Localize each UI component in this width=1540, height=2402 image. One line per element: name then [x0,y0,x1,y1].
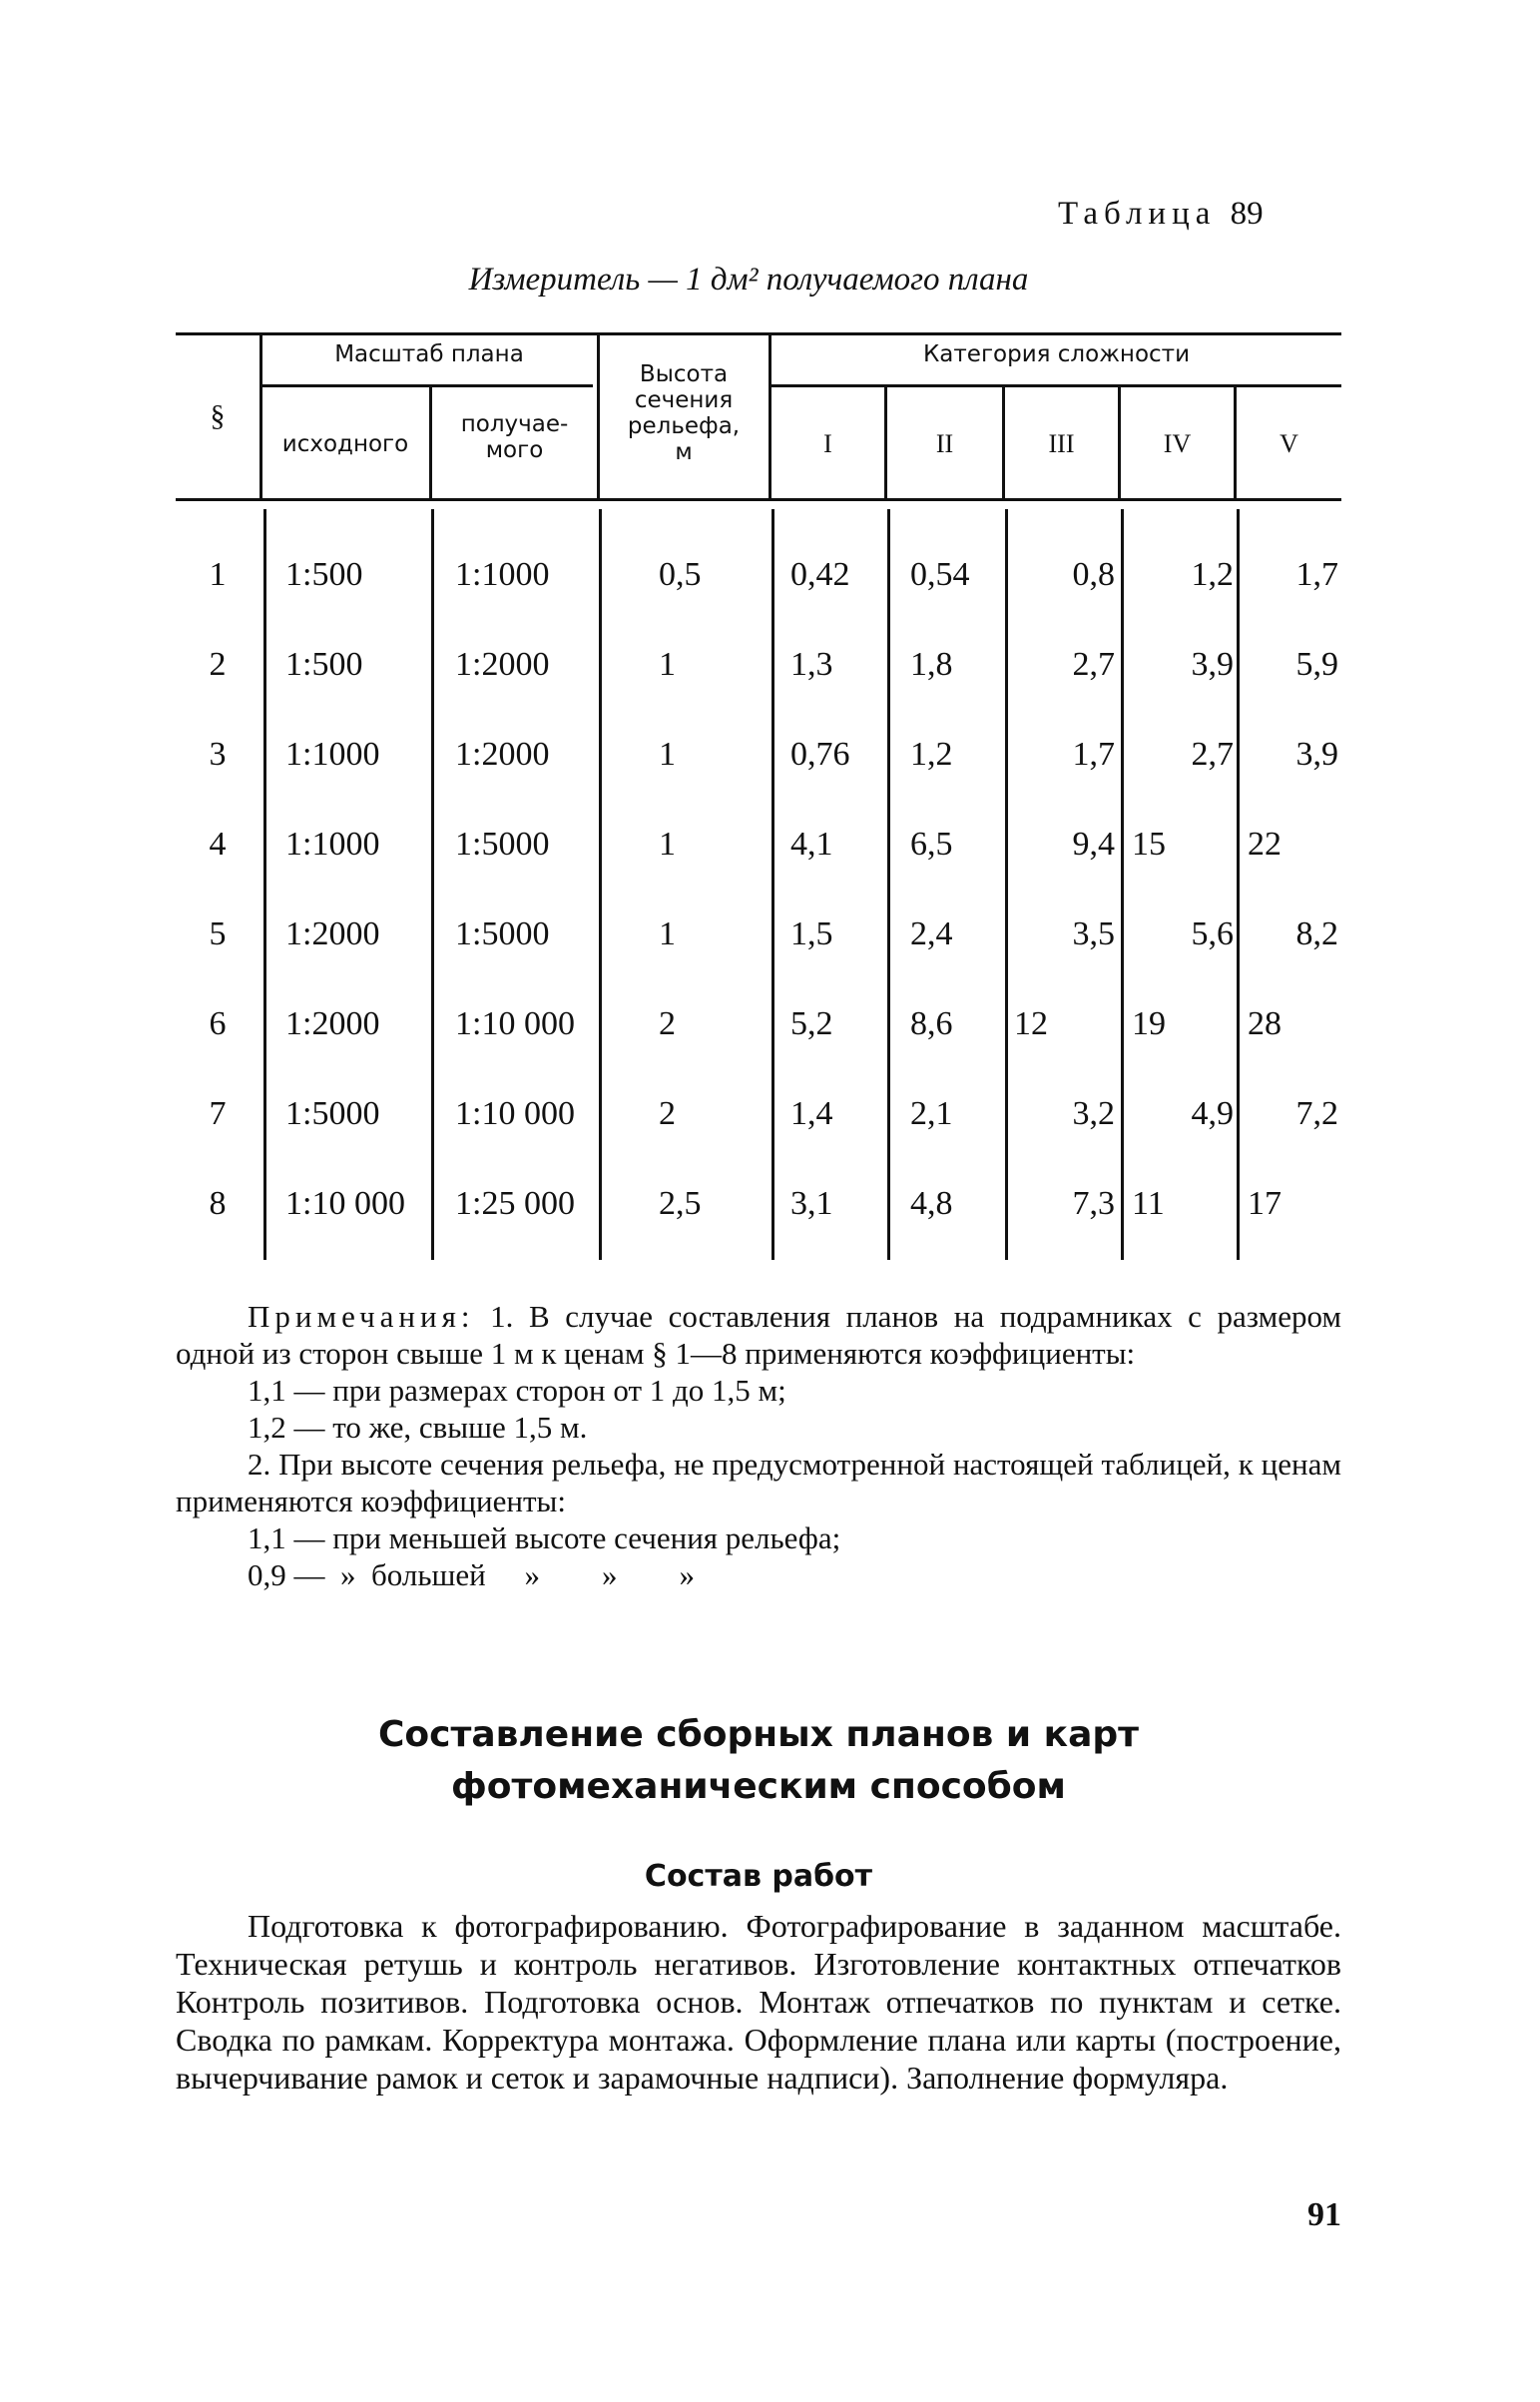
cell-section: 7 [209,1095,227,1132]
header-scale-result-line2: мого [485,437,544,463]
cell-scale-result: 1:10 000 [455,1095,575,1132]
cell-cat-4: 11 [1132,1185,1165,1222]
section-title-line1: Составление сборных планов и карт [378,1714,1139,1755]
body-divider [263,509,266,1260]
cell-scale-source: 1:5000 [285,1095,380,1132]
cell-scale-source: 1:1000 [285,736,380,773]
cell-cat-1: 0,42 [790,556,850,593]
cell-cat-3: 1,7 [1072,736,1115,773]
cell-cat-3: 2,7 [1072,646,1115,683]
header-relief-height-line3: рельефа, [627,413,741,439]
body-divider [599,509,602,1260]
cell-cat-5: 8,2 [1295,915,1338,952]
cell-cat-1: 1,5 [790,915,833,952]
cell-scale-result: 1:2000 [455,646,550,683]
cell-scale-source: 1:10 000 [285,1185,405,1222]
cell-cat-4: 5,6 [1191,915,1234,952]
cell-cat-3: 3,2 [1072,1095,1115,1132]
cell-relief-height: 1 [659,915,676,952]
cell-cat-3: 0,8 [1072,556,1115,593]
section-subtitle: Состав работ [644,1859,873,1894]
table-subtitle: Измеритель — 1 дм² получаемого плана [468,262,1029,298]
header-cat-3: III [1048,429,1075,458]
cell-cat-5: 17 [1248,1185,1282,1222]
body-divider [887,509,890,1260]
body-divider [431,509,434,1260]
header-section: § [210,399,226,432]
cell-cat-5: 28 [1248,1005,1282,1042]
cell-relief-height: 1 [659,646,676,683]
scale-group-rule [261,384,593,387]
category-group-rule [771,384,1341,387]
header-cat-4: IV [1163,429,1192,458]
header-scale-result [432,411,597,463]
note-2-coef-b: 0,9 — » большей » » » [248,1557,695,1592]
cell-relief-height: 2,5 [659,1185,702,1222]
cell-cat-4: 15 [1132,826,1166,863]
cell-cat-5: 7,2 [1295,1095,1338,1132]
cell-section: 6 [209,1005,227,1042]
cell-scale-source: 1:500 [285,556,363,593]
cell-cat-1: 3,1 [790,1185,833,1222]
cell-cat-5: 3,9 [1295,736,1338,773]
cell-scale-result: 1:25 000 [455,1185,575,1222]
cell-scale-result: 1:5000 [455,826,550,863]
cell-cat-4: 4,9 [1191,1095,1234,1132]
cell-cat-3: 9,4 [1072,826,1115,863]
table-header-rule [176,498,1341,501]
cell-scale-source: 1:1000 [285,826,380,863]
cell-section: 2 [209,646,227,683]
cell-section: 4 [209,826,227,863]
note-1-coef-b: 1,2 — то же, свыше 1,5 м. [248,1410,588,1445]
cell-cat-1: 1,4 [790,1095,833,1132]
header-cat-2: II [935,429,954,458]
section-title [250,1709,1268,1813]
table-number: 89 [1230,196,1264,232]
cell-cat-3: 12 [1014,1005,1048,1042]
header-scale-group: Масштаб плана [334,341,524,367]
cell-cat-1: 5,2 [790,1005,833,1042]
cell-cat-2: 0,54 [910,556,970,593]
cell-cat-4: 3,9 [1191,646,1234,683]
cell-cat-3: 7,3 [1072,1185,1115,1222]
cell-cat-2: 1,8 [910,646,953,683]
cell-cat-1: 4,1 [790,826,833,863]
header-cat-1: I [823,429,832,458]
note-1-coef-a: 1,1 — при размерах сторон от 1 до 1,5 м; [248,1373,786,1408]
cell-relief-height: 2 [659,1005,676,1042]
cell-cat-2: 6,5 [910,826,953,863]
cell-cat-2: 2,4 [910,915,953,952]
cell-cat-4: 2,7 [1191,736,1234,773]
cell-cat-2: 2,1 [910,1095,953,1132]
body-divider [1237,509,1240,1260]
note-2-coef-a: 1,1 — при меньшей высоте сечения рельефа; [248,1520,841,1555]
cell-cat-4: 19 [1132,1005,1166,1042]
body-divider [1121,509,1124,1260]
header-scale-result-line1: получае- [460,411,569,437]
cell-section: 1 [209,556,227,593]
header-relief-height-line4: м [675,439,693,465]
cell-section: 8 [209,1185,227,1222]
notes-label: Примечания: [248,1299,475,1334]
cell-cat-5: 1,7 [1295,556,1338,593]
note-1-text: 1. В случае составления планов на подрамниках с размером одной из сторон свыше 1 м к ценам § 1—8 применяются коэффициенты: [176,1299,1342,1371]
body-divider [771,509,774,1260]
cell-cat-2: 4,8 [910,1185,953,1222]
note-1 [176,1298,1341,1372]
cell-relief-height: 1 [659,826,676,863]
cell-cat-2: 1,2 [910,736,953,773]
cell-scale-result: 1:1000 [455,556,550,593]
section-title-line2: фотомеханическим способом [451,1766,1066,1807]
cell-cat-5: 5,9 [1295,646,1338,683]
cell-cat-2: 8,6 [910,1005,953,1042]
section-body: Подготовка к фотографированию. Фотографирование в заданном масштабе. Техническая ретушь и контроль негативов. Изготовление контактных отпечатков Контроль позитивов. Подготовка основ. Монтаж отпечатков по пунктам и сетке. Сводка по рамкам. Корректура монтажа. Оформление плана или карты (построение, вычерчивание рамок и сеток и зарамочные надписи). Заполнение формуляра. [176,1908,1341,2096]
cell-scale-result: 1:2000 [455,736,550,773]
cell-relief-height: 2 [659,1095,676,1132]
cell-relief-height: 0,5 [659,556,702,593]
cell-section: 3 [209,736,227,773]
cell-cat-3: 3,5 [1072,915,1115,952]
page-number: 91 [1307,2196,1341,2233]
body-divider [1005,509,1008,1260]
cell-section: 5 [209,915,227,952]
cell-scale-result: 1:5000 [455,915,550,952]
header-cat-5: V [1280,429,1298,458]
cell-cat-5: 22 [1248,826,1282,863]
cell-relief-height: 1 [659,736,676,773]
table-label [1058,196,1264,233]
header-relief-height-line1: Высота [639,361,729,387]
cell-cat-1: 1,3 [790,646,833,683]
cell-scale-source: 1:500 [285,646,363,683]
header-category-group: Категория сложности [922,341,1191,367]
cell-cat-1: 0,76 [790,736,850,773]
cell-cat-4: 1,2 [1191,556,1234,593]
cell-scale-source: 1:2000 [285,1005,380,1042]
table-top-rule [176,332,1341,335]
notes [176,1298,1341,1593]
cell-scale-result: 1:10 000 [455,1005,575,1042]
header-scale-source: исходного [281,431,409,457]
cell-scale-source: 1:2000 [285,915,380,952]
header-relief-height-line2: сечения [634,387,734,413]
note-2: 2. При высоте сечения рельефа, не предусмотренной настоящей таблицей, к ценам применяются коэффициенты: [176,1447,1341,1518]
header-relief-height [599,361,769,465]
table-label-text: Таблица [1058,196,1217,232]
